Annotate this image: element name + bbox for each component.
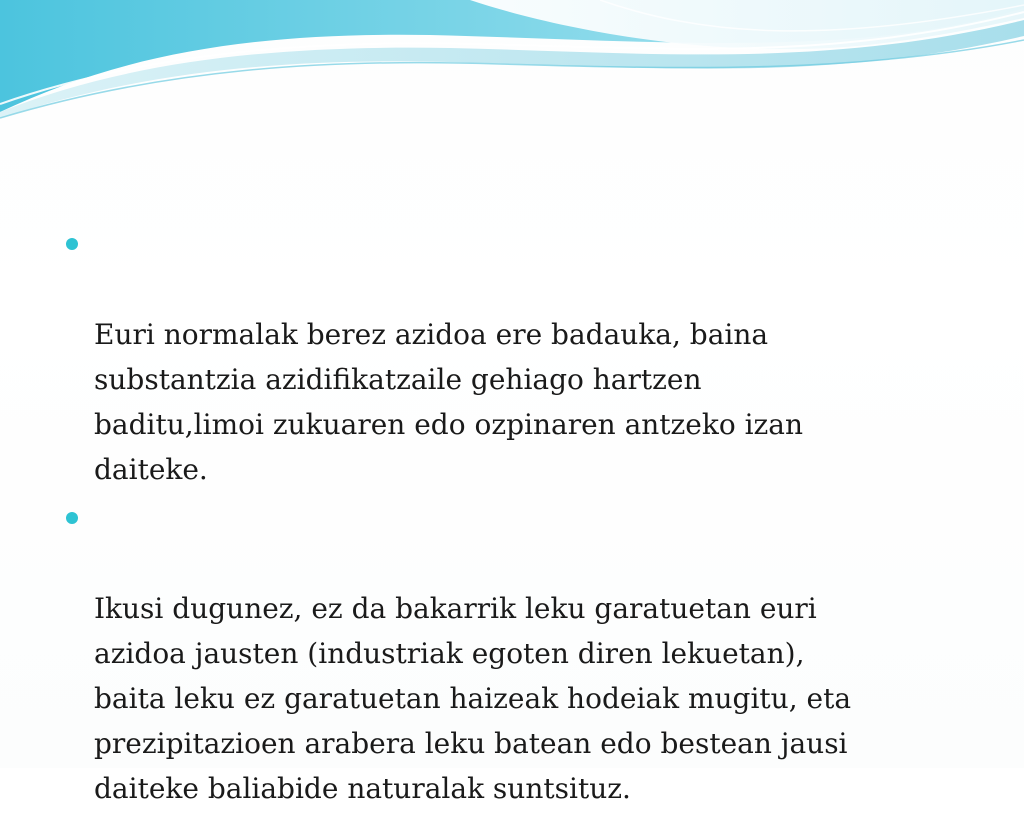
bullet-item-2 (58, 496, 958, 811)
decorative-wave-header (0, 0, 1024, 130)
bullet-text-1: Euri normalak berez azidoa ere badauka, baina substantzia azidifikatzaile gehiago hartzen baditu,limoi zukuaren edo ozpinaren antzeko izan daiteke. (94, 318, 804, 486)
bullet-dot-icon (66, 238, 78, 250)
slide-body (58, 222, 958, 815)
bullet-dot-icon (66, 512, 78, 524)
bullet-item-1 (58, 222, 958, 492)
bullet-text-2: Ikusi dugunez, ez da bakarrik leku garatuetan euri azidoa jausten (industriak egoten diren lekuetan), baita leku ez garatuetan haizeak hodeiak mugitu, eta prezipitazioen arabera leku batean edo bestean jausi daiteke baliabide naturalak suntsituz. (94, 592, 852, 805)
bullet-list (58, 222, 958, 811)
